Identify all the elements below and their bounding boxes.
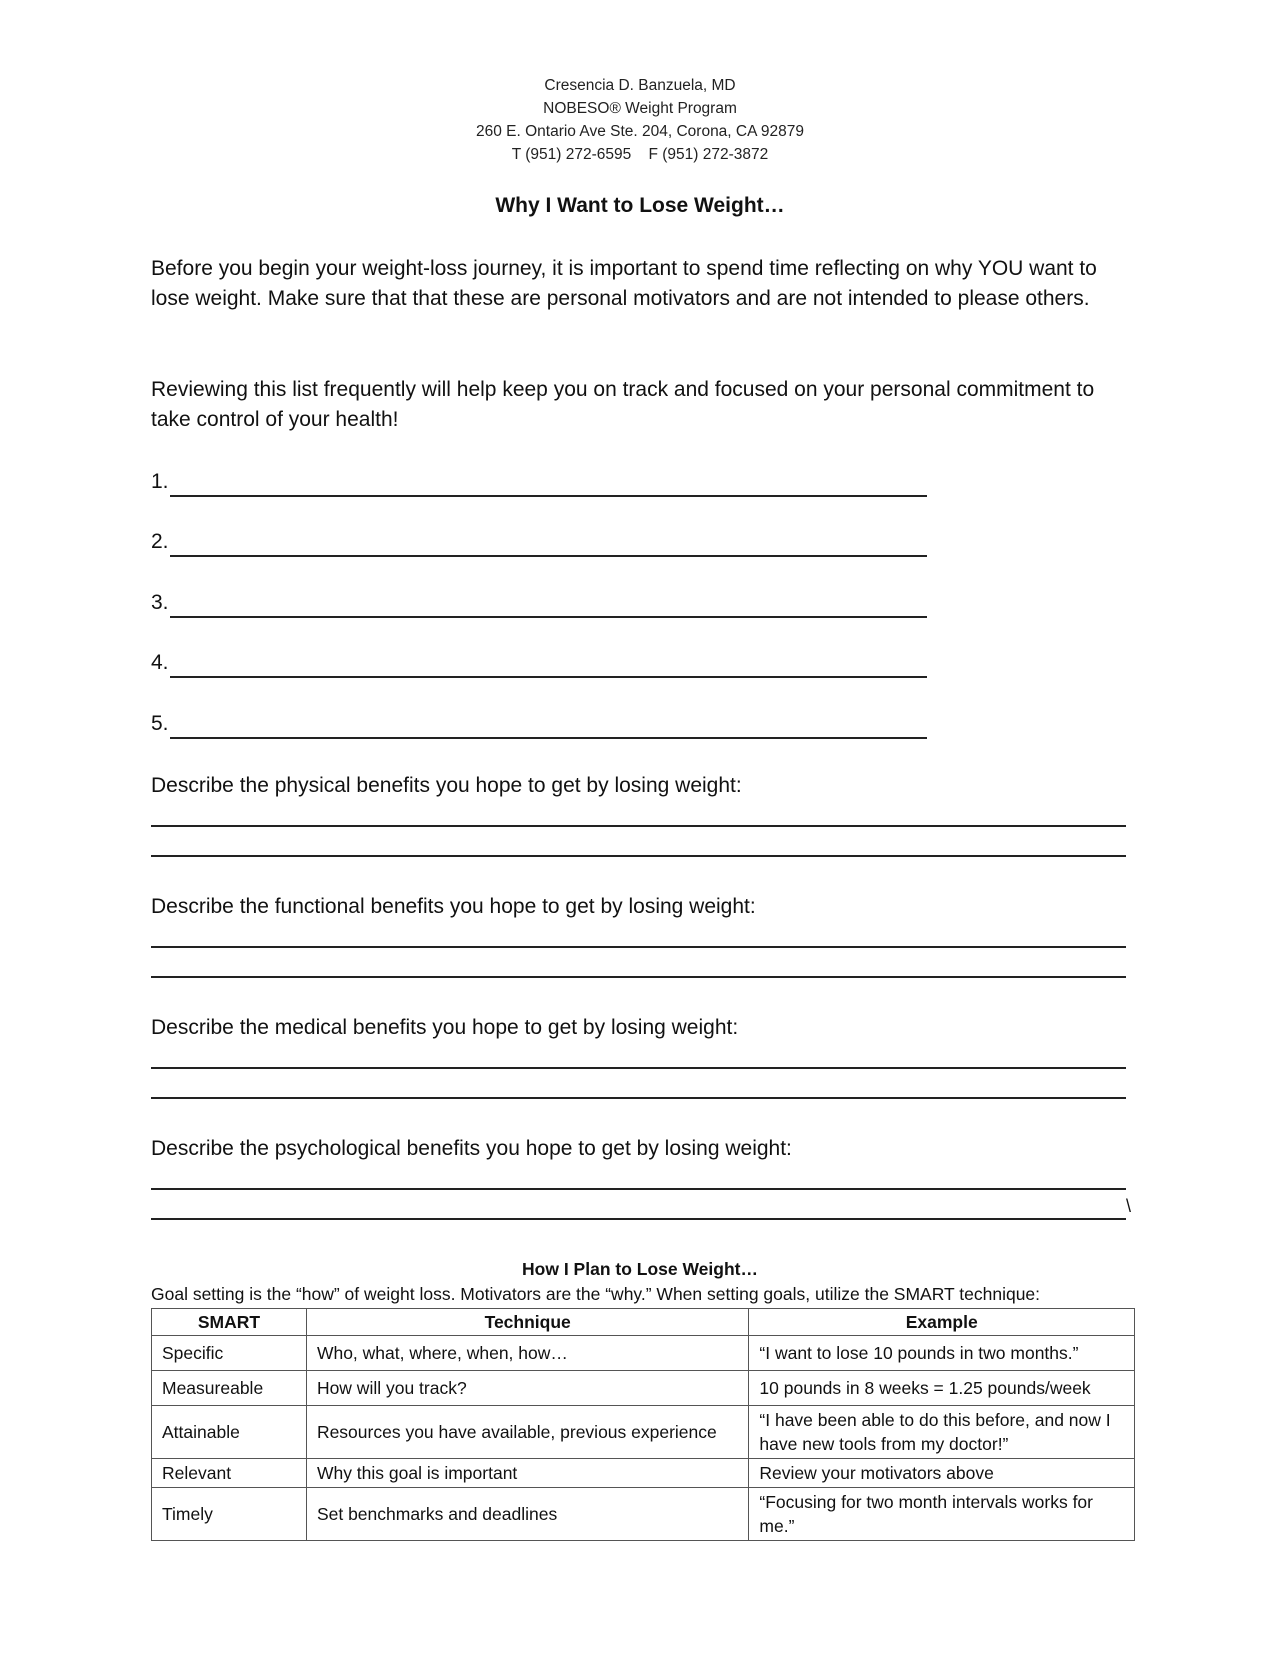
header-technique: Technique	[306, 1309, 748, 1336]
psychological-answer-line-2[interactable]	[151, 1218, 1126, 1220]
reason-number: 4.	[151, 651, 169, 674]
plan-intro: Goal setting is the “how” of weight loss. Motivators are the “why.” When setting goals, utilize the SMART technique:	[151, 1284, 1041, 1304]
reason-blank	[170, 737, 927, 739]
example-cell: Review your motivators above	[749, 1459, 1135, 1488]
medical-benefits-label: Describe the medical benefits you hope to get by losing weight:	[151, 1016, 739, 1039]
example-cell: “I have been able to do this before, and now I have new tools from my doctor!”	[749, 1406, 1135, 1459]
doctor-name: Cresencia D. Banzuela, MD	[544, 77, 736, 94]
technique-cell: Set benchmarks and deadlines	[306, 1488, 748, 1541]
physical-benefits-label: Describe the physical benefits you hope to get by losing weight:	[151, 774, 742, 797]
physical-answer-line-2[interactable]	[151, 855, 1126, 857]
functional-answer-line-2[interactable]	[151, 976, 1126, 978]
functional-benefits-label: Describe the functional benefits you hope to get by losing weight:	[151, 895, 756, 918]
reason-line-4[interactable]	[151, 651, 927, 679]
clinic-address: 260 E. Ontario Ave Ste. 204, Corona, CA 92879	[475, 123, 805, 140]
psychological-benefits-label: Describe the psychological benefits you hope to get by losing weight:	[151, 1137, 792, 1160]
example-cell: 10 pounds in 8 weeks = 1.25 pounds/week	[749, 1371, 1135, 1406]
example-cell: “Focusing for two month intervals works for me.”	[749, 1488, 1135, 1541]
physical-answer-line-1[interactable]	[151, 825, 1126, 827]
example-cell: “I want to lose 10 pounds in two months.”	[749, 1336, 1135, 1371]
reason-line-5[interactable]	[151, 712, 927, 740]
header-example: Example	[749, 1309, 1135, 1336]
program-name: NOBESO® Weight Program	[543, 100, 737, 117]
phone-fax: T (951) 272-6595 F (951) 272-3872	[511, 146, 769, 163]
technique-cell: How will you track?	[306, 1371, 748, 1406]
table-row	[152, 1371, 1135, 1406]
smart-cell: Specific	[152, 1336, 307, 1371]
medical-answer-line-1[interactable]	[151, 1067, 1126, 1069]
intro-paragraph-1: Before you begin your weight-loss journey, it is important to spend time reflecting on why YOU want to lose weight. Make sure that that these are personal motivators and are not intended to please others.	[151, 257, 1097, 310]
reason-number: 2.	[151, 530, 169, 553]
header-smart: SMART	[152, 1309, 307, 1336]
plan-title: How I Plan to Lose Weight…	[522, 1259, 758, 1279]
table-header-row	[152, 1309, 1135, 1336]
reason-number: 3.	[151, 591, 169, 614]
table-row	[152, 1336, 1135, 1371]
medical-answer-line-2[interactable]	[151, 1097, 1126, 1099]
reason-blank	[170, 676, 927, 678]
reason-blank	[170, 616, 927, 618]
reason-blank	[170, 555, 927, 557]
reason-line-1[interactable]	[151, 470, 927, 498]
letterhead	[0, 74, 1280, 166]
intro-paragraph-2: Reviewing this list frequently will help keep you on track and focused on your personal commitment to take control of your health!	[151, 378, 1095, 431]
smart-cell: Timely	[152, 1488, 307, 1541]
smart-cell: Measureable	[152, 1371, 307, 1406]
reason-blank	[170, 495, 927, 497]
reason-line-3[interactable]	[151, 591, 927, 619]
technique-cell: Why this goal is important	[306, 1459, 748, 1488]
smart-cell: Attainable	[152, 1406, 307, 1459]
technique-cell: Resources you have available, previous experience	[306, 1406, 748, 1459]
table-row	[152, 1488, 1135, 1541]
smart-table	[151, 1308, 1135, 1541]
smart-cell: Relevant	[152, 1459, 307, 1488]
reason-number: 1.	[151, 470, 169, 493]
reason-line-2[interactable]	[151, 530, 927, 558]
table-row	[152, 1406, 1135, 1459]
stray-backslash: \	[1126, 1196, 1132, 1216]
page-title: Why I Want to Lose Weight…	[495, 194, 785, 217]
technique-cell: Who, what, where, when, how…	[306, 1336, 748, 1371]
psychological-answer-line-1[interactable]	[151, 1188, 1126, 1190]
table-row	[152, 1459, 1135, 1488]
functional-answer-line-1[interactable]	[151, 946, 1126, 948]
reason-number: 5.	[151, 712, 169, 735]
